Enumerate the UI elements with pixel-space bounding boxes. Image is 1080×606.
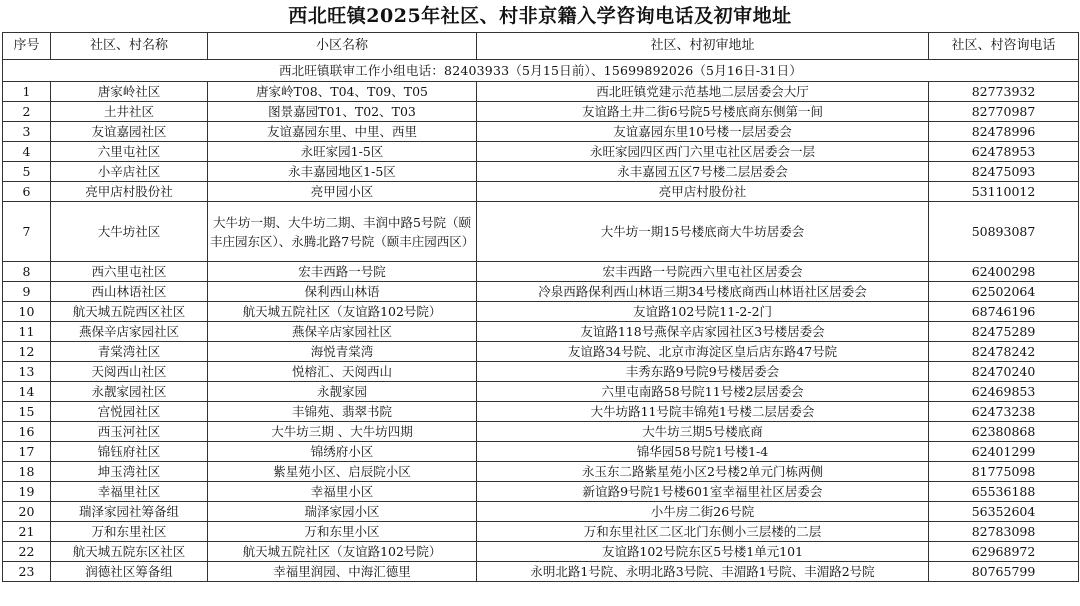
cell-number: 16 — [3, 422, 51, 442]
cell-community: 大牛坊社区 — [51, 202, 208, 262]
table-row — [3, 302, 1079, 322]
cell-community: 幸福里社区 — [51, 482, 208, 502]
table-row — [3, 482, 1079, 502]
cell-address: 友谊路102号院东区5号楼1单元101 — [477, 542, 929, 562]
table-row — [3, 562, 1079, 582]
table-row — [3, 142, 1079, 162]
column-header-estate: 小区名称 — [208, 33, 477, 60]
cell-number: 2 — [3, 102, 51, 122]
cell-phone: 82773932 — [929, 82, 1079, 102]
document-title: 西北旺镇2025年社区、村非京籍入学咨询电话及初审地址 — [288, 5, 792, 27]
hotline-row — [3, 60, 1079, 82]
cell-community: 友谊嘉园社区 — [51, 122, 208, 142]
column-header-number: 序号 — [3, 33, 51, 60]
table-row — [3, 102, 1079, 122]
cell-estate: 燕保辛店家园社区 — [208, 322, 477, 342]
cell-number: 15 — [3, 402, 51, 422]
cell-community: 永靓家园社区 — [51, 382, 208, 402]
cell-community: 小辛店社区 — [51, 162, 208, 182]
cell-number: 20 — [3, 502, 51, 522]
table-row — [3, 382, 1079, 402]
cell-address: 冷泉西路保利西山林语三期34号楼底商西山林语社区居委会 — [477, 282, 929, 302]
table-row — [3, 202, 1079, 262]
column-header-address: 社区、村初审地址 — [477, 33, 929, 60]
cell-community: 燕保辛店家园社区 — [51, 322, 208, 342]
cell-address: 丰秀东路9号院9号楼居委会 — [477, 362, 929, 382]
table-row — [3, 282, 1079, 302]
table-row — [3, 402, 1079, 422]
cell-address: 友谊路102号院11-2-2门 — [477, 302, 929, 322]
table-header-row — [3, 33, 1079, 60]
cell-estate: 唐家岭T08、T04、T09、T05 — [208, 82, 477, 102]
cell-address: 新谊路9号院1号楼601室幸福里社区居委会 — [477, 482, 929, 502]
cell-number: 6 — [3, 182, 51, 202]
cell-estate: 幸福里小区 — [208, 482, 477, 502]
cell-phone: 80765799 — [929, 562, 1079, 582]
cell-number: 3 — [3, 122, 51, 142]
cell-estate: 大牛坊一期、大牛坊二期、丰润中路5号院（颐丰庄园东区）、永腾北路7号院（颐丰庄园西区） — [208, 202, 477, 262]
cell-estate: 保利西山林语 — [208, 282, 477, 302]
column-header-community: 社区、村名称 — [51, 33, 208, 60]
cell-phone: 82475093 — [929, 162, 1079, 182]
table-row — [3, 422, 1079, 442]
cell-community: 西玉河社区 — [51, 422, 208, 442]
cell-estate: 大牛坊三期 、大牛坊四期 — [208, 422, 477, 442]
cell-address: 大牛坊路11号院丰锦苑1号楼二层居委会 — [477, 402, 929, 422]
cell-address: 友谊嘉园东里10号楼一层居委会 — [477, 122, 929, 142]
cell-community: 唐家岭社区 — [51, 82, 208, 102]
cell-estate: 丰锦苑、翡翠书院 — [208, 402, 477, 422]
cell-number: 12 — [3, 342, 51, 362]
cell-number: 10 — [3, 302, 51, 322]
cell-address: 友谊路118号燕保辛店家园社区3号楼居委会 — [477, 322, 929, 342]
cell-estate: 永旺家园1-5区 — [208, 142, 477, 162]
cell-address: 永玉东二路紫星苑小区2号楼2单元门栋两侧 — [477, 462, 929, 482]
cell-phone: 82478242 — [929, 342, 1079, 362]
cell-community: 六里屯社区 — [51, 142, 208, 162]
table-row — [3, 182, 1079, 202]
cell-number: 5 — [3, 162, 51, 182]
table-row — [3, 442, 1079, 462]
cell-phone: 81775098 — [929, 462, 1079, 482]
cell-estate: 图景嘉园T01、T02、T03 — [208, 102, 477, 122]
cell-estate: 亮甲园小区 — [208, 182, 477, 202]
table-row — [3, 462, 1079, 482]
cell-address: 永旺家园四区西门六里屯社区居委会一层 — [477, 142, 929, 162]
cell-estate: 悦榕汇、天阅西山 — [208, 362, 477, 382]
table-row — [3, 342, 1079, 362]
cell-address: 大牛坊三期5号楼底商 — [477, 422, 929, 442]
table-row — [3, 362, 1079, 382]
cell-estate: 紫星苑小区、启辰院小区 — [208, 462, 477, 482]
table-row — [3, 322, 1079, 342]
cell-community: 航天城五院东区社区 — [51, 542, 208, 562]
cell-phone: 62478953 — [929, 142, 1079, 162]
table-row — [3, 162, 1079, 182]
cell-phone: 82770987 — [929, 102, 1079, 122]
cell-number: 23 — [3, 562, 51, 582]
cell-number: 7 — [3, 202, 51, 262]
table-row — [3, 542, 1079, 562]
cell-phone: 56352604 — [929, 502, 1079, 522]
cell-community: 西山林语社区 — [51, 282, 208, 302]
cell-address: 六里屯南路58号院11号楼2层居委会 — [477, 382, 929, 402]
cell-community: 锦钰府社区 — [51, 442, 208, 462]
cell-number: 8 — [3, 262, 51, 282]
cell-number: 14 — [3, 382, 51, 402]
cell-community: 天阅西山社区 — [51, 362, 208, 382]
cell-address: 西北旺镇党建示范基地二层居委会大厅 — [477, 82, 929, 102]
cell-estate: 航天城五院社区（友谊路102号院） — [208, 302, 477, 322]
hotline-text: 西北旺镇联审工作小组电话：82403933（5月15日前）、15699892026（5月16日-31日） — [3, 60, 1079, 82]
cell-community: 宫悦园社区 — [51, 402, 208, 422]
cell-address: 宏丰西路一号院西六里屯社区居委会 — [477, 262, 929, 282]
cell-community: 瑞泽家园社筹备组 — [51, 502, 208, 522]
cell-phone: 62502064 — [929, 282, 1079, 302]
cell-address: 永明北路1号院、永明北路3号院、丰湄路1号院、丰湄路2号院 — [477, 562, 929, 582]
cell-number: 19 — [3, 482, 51, 502]
cell-address: 大牛坊一期15号楼底商大牛坊居委会 — [477, 202, 929, 262]
cell-number: 11 — [3, 322, 51, 342]
cell-community: 万和东里社区 — [51, 522, 208, 542]
table-row — [3, 502, 1079, 522]
cell-community: 西六里屯社区 — [51, 262, 208, 282]
cell-address: 万和东里社区二区北门东侧小三层楼的二层 — [477, 522, 929, 542]
cell-phone: 65536188 — [929, 482, 1079, 502]
cell-phone: 62968972 — [929, 542, 1079, 562]
cell-number: 17 — [3, 442, 51, 462]
cell-number: 1 — [3, 82, 51, 102]
cell-number: 18 — [3, 462, 51, 482]
cell-phone: 62473238 — [929, 402, 1079, 422]
cell-estate: 海悦青棠湾 — [208, 342, 477, 362]
cell-phone: 82475289 — [929, 322, 1079, 342]
cell-address: 友谊路土井二街6号院5号楼底商东侧第一间 — [477, 102, 929, 122]
table-row — [3, 82, 1079, 102]
cell-phone: 50893087 — [929, 202, 1079, 262]
cell-number: 13 — [3, 362, 51, 382]
enrollment-contact-table — [2, 32, 1079, 582]
table-row — [3, 122, 1079, 142]
cell-estate: 瑞泽家园小区 — [208, 502, 477, 522]
cell-phone: 62400298 — [929, 262, 1079, 282]
table-row — [3, 522, 1079, 542]
cell-phone: 53110012 — [929, 182, 1079, 202]
cell-estate: 永丰嘉园地区1-5区 — [208, 162, 477, 182]
cell-number: 22 — [3, 542, 51, 562]
cell-community: 土井社区 — [51, 102, 208, 122]
cell-phone: 82478996 — [929, 122, 1079, 142]
cell-estate: 宏丰西路一号院 — [208, 262, 477, 282]
cell-address: 友谊路34号院、北京市海淀区皇后店东路47号院 — [477, 342, 929, 362]
cell-phone: 82783098 — [929, 522, 1079, 542]
cell-address: 锦华园58号院1号楼1-4 — [477, 442, 929, 462]
cell-community: 坤玉湾社区 — [51, 462, 208, 482]
cell-phone: 62469853 — [929, 382, 1079, 402]
cell-estate: 友谊嘉园东里、中里、西里 — [208, 122, 477, 142]
cell-community: 青棠湾社区 — [51, 342, 208, 362]
cell-phone: 62380868 — [929, 422, 1079, 442]
cell-phone: 68746196 — [929, 302, 1079, 322]
cell-phone: 62401299 — [929, 442, 1079, 462]
cell-number: 21 — [3, 522, 51, 542]
cell-address: 亮甲店村股份社 — [477, 182, 929, 202]
cell-community: 航天城五院西区社区 — [51, 302, 208, 322]
cell-number: 4 — [3, 142, 51, 162]
cell-community: 润德社区筹备组 — [51, 562, 208, 582]
cell-estate: 永靓家园 — [208, 382, 477, 402]
cell-community: 亮甲店村股份社 — [51, 182, 208, 202]
cell-address: 永丰嘉园五区7号楼二层居委会 — [477, 162, 929, 182]
cell-estate: 万和东里小区 — [208, 522, 477, 542]
table-row — [3, 262, 1079, 282]
cell-estate: 幸福里润园、中海汇德里 — [208, 562, 477, 582]
cell-estate: 锦绣府小区 — [208, 442, 477, 462]
cell-number: 9 — [3, 282, 51, 302]
column-header-phone: 社区、村咨询电话 — [929, 33, 1079, 60]
cell-phone: 82470240 — [929, 362, 1079, 382]
cell-estate: 航天城五院社区（友谊路102号院） — [208, 542, 477, 562]
cell-address: 小牛房二街26号院 — [477, 502, 929, 522]
